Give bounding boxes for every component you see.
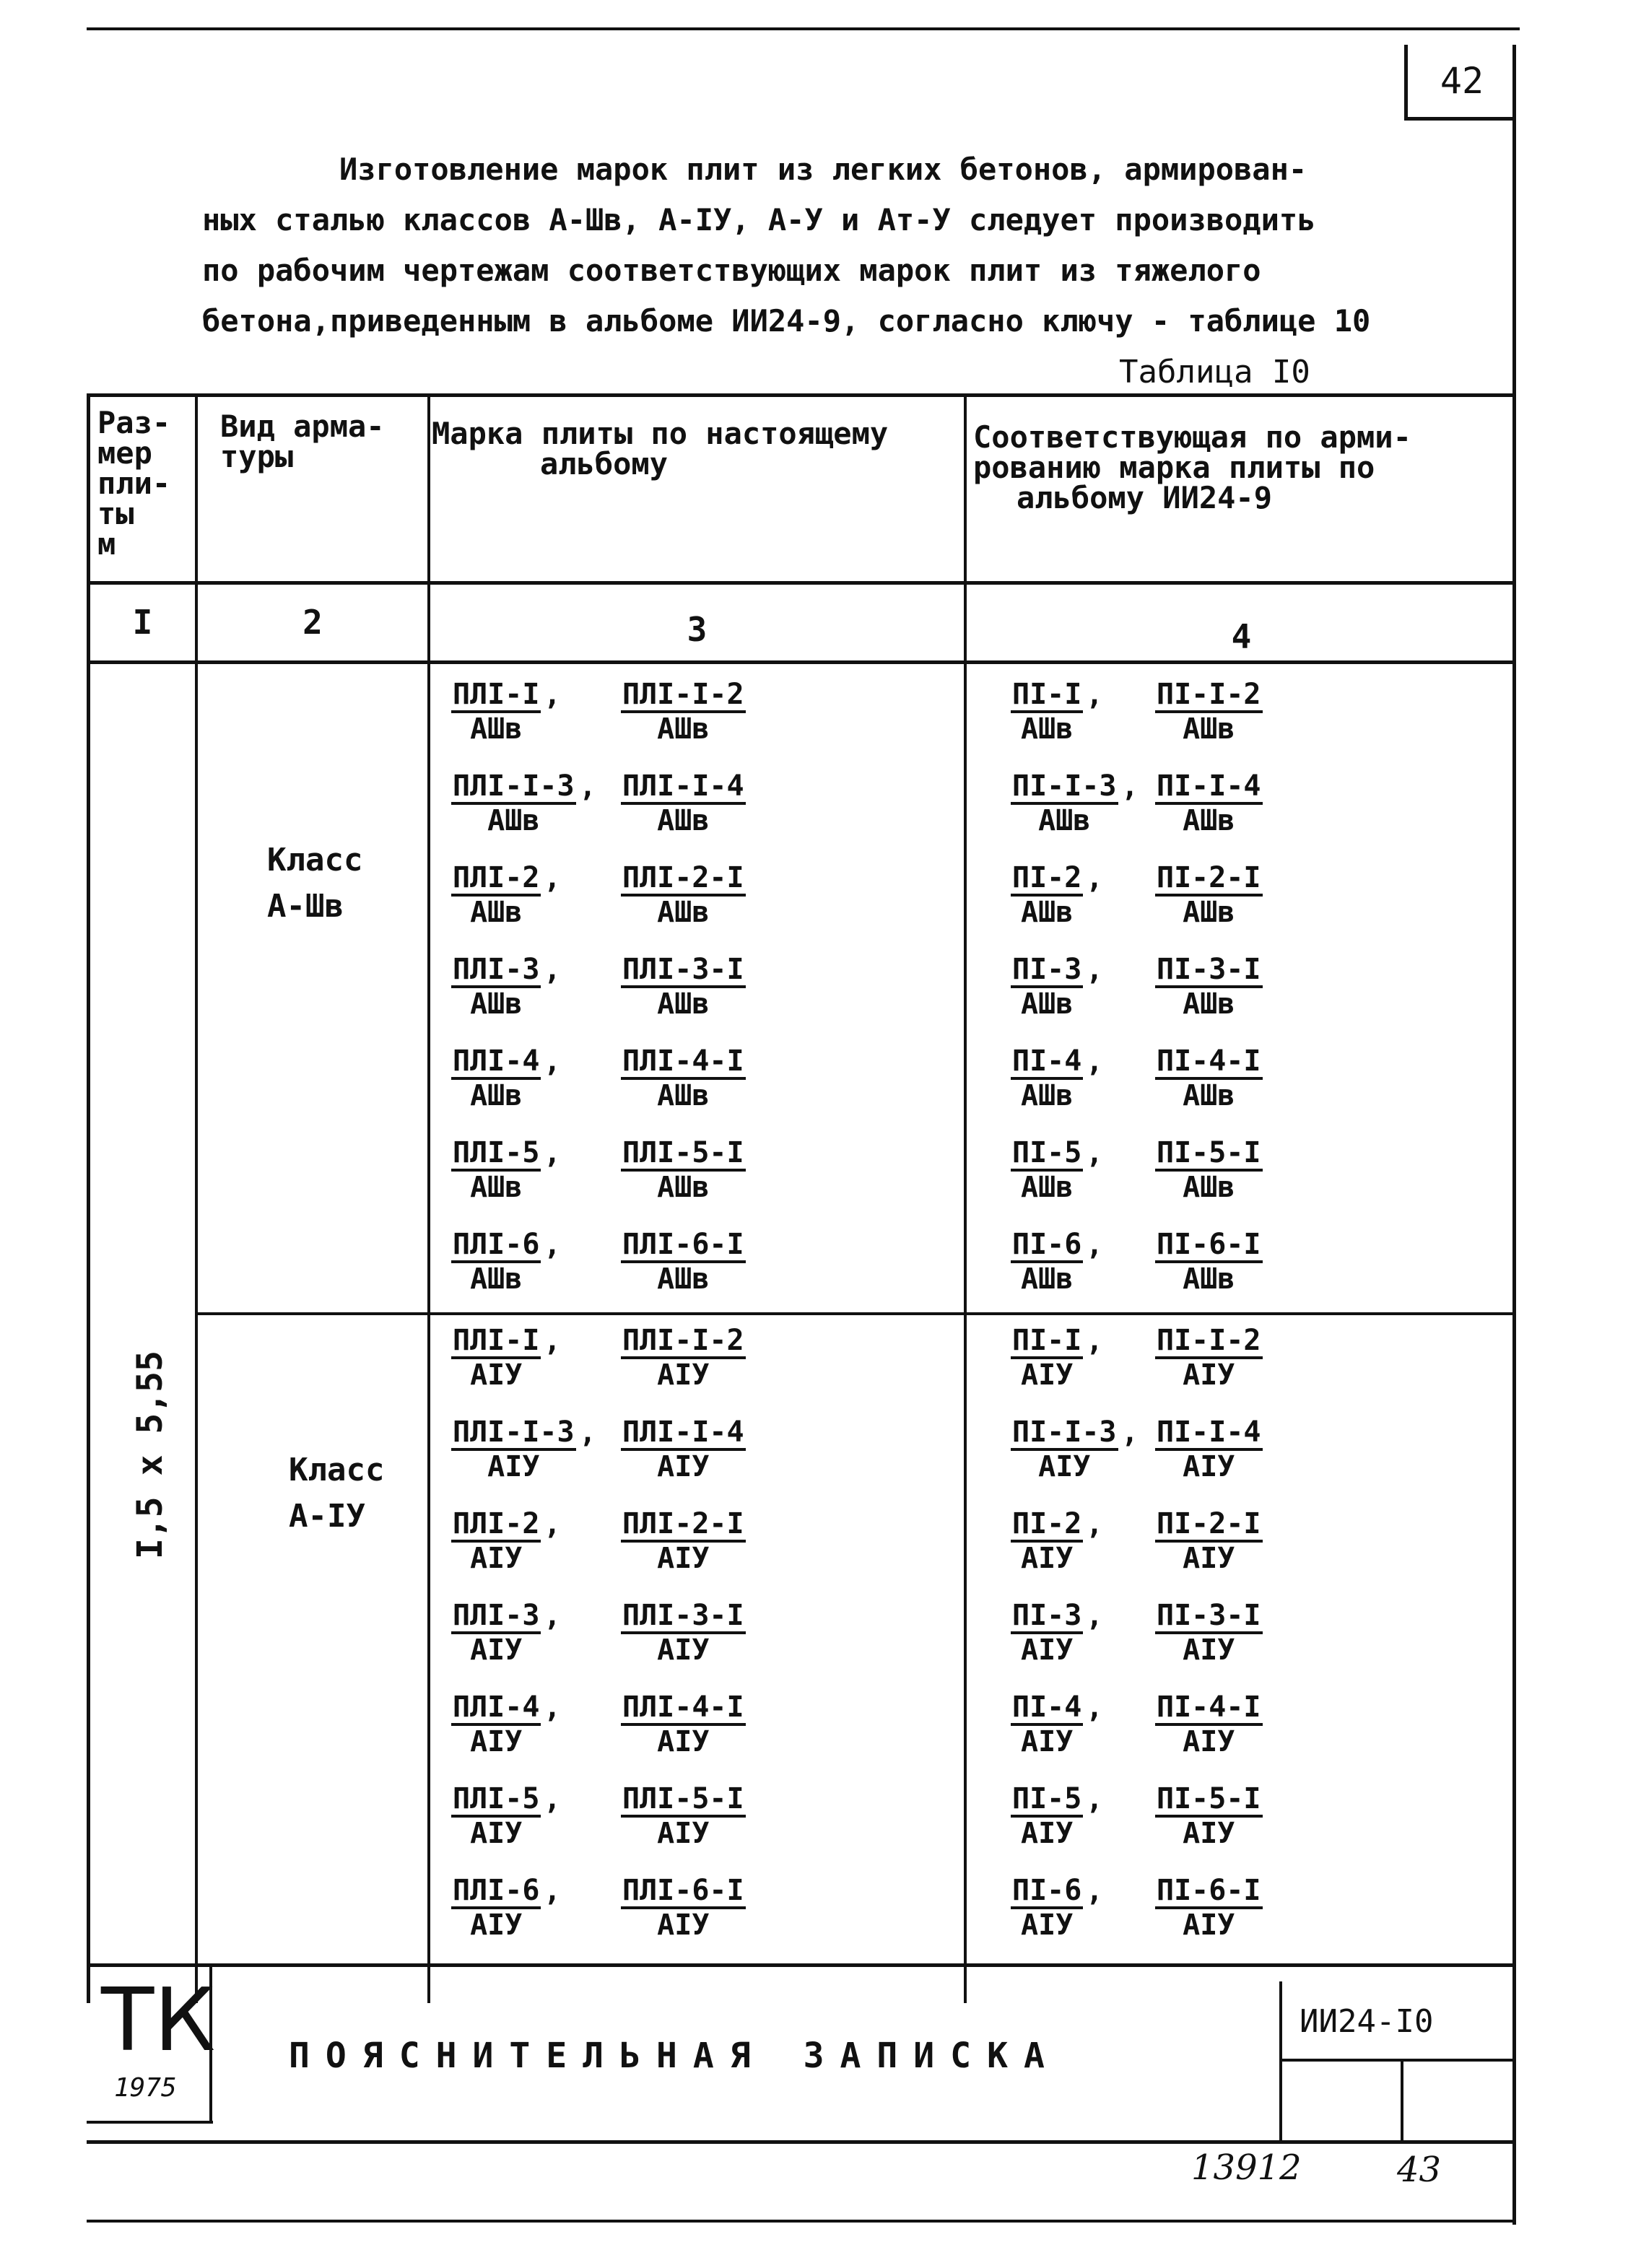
col-number-1: I — [132, 603, 153, 642]
reinforcement-class: АШв — [1183, 1171, 1235, 1204]
plate-size-label: I,5 x 5,55 — [130, 1351, 170, 1559]
reinforcement-class: АIУ — [470, 1909, 523, 1942]
separator-comma: , — [544, 679, 562, 712]
mark-code: ПЛI-3-I — [621, 954, 746, 988]
mark-code: ПI-6 — [1011, 1875, 1083, 1909]
mark-current-album — [621, 1508, 746, 1574]
reinforcement-class: АIУ — [1183, 1450, 1235, 1483]
mark-current-album — [621, 954, 746, 1020]
reinforcement-class: АШв — [1021, 896, 1074, 929]
mark-code: ПЛI-2-I — [621, 1508, 746, 1543]
mark-code: ПI-3 — [1011, 954, 1083, 988]
mark-album-ii24-9 — [1011, 1229, 1083, 1295]
mark-current-album — [621, 1325, 746, 1391]
mark-current-album — [451, 954, 541, 1020]
mark-current-album — [451, 1875, 541, 1941]
footer-number-left: 13912 — [1191, 2147, 1302, 2188]
mark-album-ii24-9 — [1011, 1783, 1083, 1849]
reinforcement-class: АIУ — [1183, 1725, 1235, 1758]
reinforcement-class: АШв — [1183, 896, 1235, 929]
mark-code: ПЛI-4 — [451, 1045, 541, 1080]
mark-album-ii24-9 — [1155, 1416, 1263, 1483]
mark-code: ПЛI-I — [451, 1325, 541, 1359]
mark-code: ПЛI-2 — [451, 862, 541, 897]
reinforcement-class: АIУ — [657, 1542, 710, 1575]
mark-code: ПЛI-6-I — [621, 1875, 746, 1909]
reinforcement-class: АШв — [657, 1079, 710, 1112]
header-col3: Марка плиты по настоящему альбому — [432, 416, 889, 481]
mark-album-ii24-9 — [1155, 1325, 1263, 1391]
mark-code: ПI-5 — [1011, 1783, 1083, 1818]
mark-code: ПI-5-I — [1155, 1137, 1263, 1172]
stamp-year: 1975 — [114, 2073, 177, 2103]
intro-line-2: ных сталью классов А-Шв, А-IУ, А-У и Ат-У следует производить — [202, 202, 1316, 237]
mark-album-ii24-9 — [1155, 1875, 1263, 1941]
reinforcement-class: АIУ — [657, 1909, 710, 1942]
mark-code: ПЛI-5-I — [621, 1137, 746, 1172]
mark-album-ii24-9 — [1011, 862, 1083, 928]
reinforcement-class: АШв — [1021, 712, 1074, 746]
reinforcement-class: АШв — [1021, 987, 1074, 1021]
mark-current-album — [451, 862, 541, 928]
separator-comma: , — [1086, 679, 1104, 712]
separator-comma: , — [1086, 1325, 1104, 1358]
separator-comma: , — [1086, 954, 1104, 987]
separator-comma: , — [544, 1229, 562, 1262]
mark-code: ПI-2 — [1011, 1508, 1083, 1543]
reinforcement-class: АIУ — [657, 1817, 710, 1850]
reinforcement-class: АШв — [657, 712, 710, 746]
right-frame — [1512, 45, 1516, 2225]
reinforcement-class: АIУ — [1183, 1817, 1235, 1850]
mark-album-ii24-9 — [1011, 1045, 1083, 1112]
mark-current-album — [451, 1325, 541, 1391]
mark-code: ПI-2-I — [1155, 1508, 1263, 1543]
mark-code: ПЛI-6 — [451, 1875, 541, 1909]
mark-code: ПI-2-I — [1155, 862, 1263, 897]
reinforcement-class: АIУ — [1183, 1634, 1235, 1667]
reinforcement-class: АШв — [657, 1262, 710, 1296]
reinforcement-class: АIУ — [1021, 1909, 1074, 1942]
mark-code: ПЛI-I-2 — [621, 679, 746, 713]
reinforcement-class: АIУ — [470, 1725, 523, 1758]
mark-code: ПI-I — [1011, 1325, 1083, 1359]
mark-album-ii24-9 — [1155, 1508, 1263, 1574]
separator-comma: , — [1086, 862, 1104, 895]
mark-album-ii24-9 — [1011, 1325, 1083, 1391]
reinforcement-class: АIУ — [470, 1634, 523, 1667]
mark-code: ПЛI-5 — [451, 1783, 541, 1818]
mark-current-album — [451, 1416, 576, 1483]
mark-code: ПЛI-6 — [451, 1229, 541, 1263]
reinforcement-class: АШв — [1021, 1171, 1074, 1204]
mark-current-album — [621, 1137, 746, 1203]
mark-code: ПЛI-3 — [451, 1600, 541, 1634]
intro-line-1: Изготовление марок плит из легких бетонов, армирован- — [339, 152, 1307, 187]
page-number: 42 — [1404, 45, 1516, 121]
mark-code: ПI-5 — [1011, 1137, 1083, 1172]
reinforcement-class: АIУ — [1183, 1358, 1235, 1392]
intro-line-4: бетона,приведенным в альбоме ИИ24-9, согласно ключу - таблице 10 — [202, 303, 1371, 339]
mark-album-ii24-9 — [1011, 1691, 1083, 1758]
mark-album-ii24-9 — [1011, 1875, 1083, 1941]
separator-comma: , — [579, 1416, 597, 1449]
mark-code: ПЛI-4-I — [621, 1045, 746, 1080]
separator-comma: , — [544, 1045, 562, 1078]
reinforcement-class: АШв — [1038, 804, 1091, 837]
mark-code: ПI-6 — [1011, 1229, 1083, 1263]
mark-code: ПI-4 — [1011, 1691, 1083, 1726]
mark-code: ПI-I-3 — [1011, 1416, 1118, 1451]
mark-code: ПЛI-4 — [451, 1691, 541, 1726]
mark-code: ПI-6-I — [1155, 1229, 1263, 1263]
mark-album-ii24-9 — [1155, 1229, 1263, 1295]
reinforcement-class: АШв — [470, 712, 523, 746]
separator-comma: , — [544, 1783, 562, 1816]
separator-comma: , — [544, 1508, 562, 1541]
separator-comma: , — [1086, 1600, 1104, 1633]
reinforcement-class: АIУ — [1038, 1450, 1091, 1483]
mark-current-album — [621, 1045, 746, 1112]
reinforcement-class: АШв — [1183, 987, 1235, 1021]
mark-album-ii24-9 — [1011, 770, 1118, 837]
mark-code: ПЛI-5-I — [621, 1783, 746, 1818]
mark-album-ii24-9 — [1011, 679, 1083, 745]
mark-album-ii24-9 — [1155, 679, 1263, 745]
mark-code: ПI-I-2 — [1155, 1325, 1263, 1359]
mark-current-album — [621, 1783, 746, 1849]
mark-current-album — [621, 1229, 746, 1295]
separator-comma: , — [544, 1600, 562, 1633]
top-rule — [87, 27, 1520, 30]
reinforcement-class: АШв — [470, 1171, 523, 1204]
col-number-2: 2 — [302, 603, 323, 642]
mark-album-ii24-9 — [1011, 1137, 1083, 1203]
col-number-3: 3 — [687, 610, 708, 649]
table-caption: Таблица I0 — [1119, 354, 1310, 391]
mark-album-ii24-9 — [1155, 862, 1263, 928]
mark-code: ПЛI-4-I — [621, 1691, 746, 1726]
reinforcement-class: АШв — [470, 987, 523, 1021]
mark-code: ПЛI-5 — [451, 1137, 541, 1172]
mark-code: ПЛI-2-I — [621, 862, 746, 897]
mark-code: ПЛI-2 — [451, 1508, 541, 1543]
mark-code: ПЛI-I-3 — [451, 770, 576, 805]
separator-comma: , — [1086, 1045, 1104, 1078]
separator-comma: , — [579, 770, 597, 803]
reinforcement-class: АШв — [657, 1171, 710, 1204]
mark-code: ПЛI-I-4 — [621, 770, 746, 805]
reinforcement-class: АIУ — [657, 1358, 710, 1392]
mark-album-ii24-9 — [1155, 954, 1263, 1020]
footer-number-right: 43 — [1397, 2150, 1442, 2190]
mark-code: ПI-4 — [1011, 1045, 1083, 1080]
mark-album-ii24-9 — [1155, 770, 1263, 837]
reinforcement-class: АШв — [470, 1262, 523, 1296]
separator-comma: , — [544, 1875, 562, 1908]
reinforcement-class: АIУ — [657, 1450, 710, 1483]
reinforcement-class: АШв — [1021, 1079, 1074, 1112]
reinforcement-class: АIУ — [1021, 1634, 1074, 1667]
mark-current-album — [451, 770, 576, 837]
reinforcement-class: АШв — [1021, 1262, 1074, 1296]
mark-current-album — [451, 1229, 541, 1295]
separator-comma: , — [1086, 1508, 1104, 1541]
reinforcement-class: АШв — [487, 804, 540, 837]
mark-code: ПI-I-3 — [1011, 770, 1118, 805]
separator-comma: , — [544, 1137, 562, 1170]
mark-code: ПЛI-I-4 — [621, 1416, 746, 1451]
mark-album-ii24-9 — [1155, 1783, 1263, 1849]
mark-code: ПI-3-I — [1155, 954, 1263, 988]
mark-code: ПI-2 — [1011, 862, 1083, 897]
separator-comma: , — [544, 954, 562, 987]
mark-code: ПЛI-I-2 — [621, 1325, 746, 1359]
reinforcement-class: АIУ — [470, 1817, 523, 1850]
reinforcement-class: АШв — [1183, 1262, 1235, 1296]
separator-comma: , — [1086, 1137, 1104, 1170]
mark-current-album — [621, 679, 746, 745]
mark-album-ii24-9 — [1155, 1137, 1263, 1203]
album-code: ИИ24-I0 — [1300, 2003, 1434, 2040]
mark-code: ПI-I — [1011, 679, 1083, 713]
reinforcement-class: АIУ — [470, 1542, 523, 1575]
separator-comma: , — [544, 862, 562, 895]
mark-current-album — [451, 1508, 541, 1574]
reinforcement-class: АIУ — [1021, 1542, 1074, 1575]
reinforcement-class: АIУ — [1183, 1909, 1235, 1942]
separator-comma: , — [544, 1325, 562, 1358]
reinforcement-class: АШв — [1183, 1079, 1235, 1112]
mark-album-ii24-9 — [1155, 1045, 1263, 1112]
col-number-4: 4 — [1231, 617, 1252, 656]
class-label-ashv: Класс А-Шв — [267, 842, 363, 925]
mark-album-ii24-9 — [1155, 1600, 1263, 1666]
mark-current-album — [451, 1137, 541, 1203]
reinforcement-class: АШв — [657, 804, 710, 837]
separator-comma: , — [1086, 1691, 1104, 1724]
mark-code: ПI-3-I — [1155, 1600, 1263, 1634]
reinforcement-class: АШв — [470, 1079, 523, 1112]
mark-current-album — [621, 862, 746, 928]
mark-current-album — [451, 679, 541, 745]
reinforcement-class: АIУ — [657, 1634, 710, 1667]
separator-comma: , — [1086, 1875, 1104, 1908]
mark-album-ii24-9 — [1155, 1691, 1263, 1758]
intro-paragraph — [202, 144, 1523, 346]
reinforcement-class: АIУ — [657, 1725, 710, 1758]
reinforcement-class: АШв — [1183, 712, 1235, 746]
mark-current-album — [451, 1600, 541, 1666]
header-col4: Соответствующая по арми- рованию марка плиты по альбому ИИ24-9 — [973, 419, 1411, 515]
mark-current-album — [621, 1416, 746, 1483]
separator-comma: , — [1121, 770, 1139, 803]
separator-comma: , — [1121, 1416, 1139, 1449]
mark-code: ПI-4-I — [1155, 1691, 1263, 1726]
class-label-aiu: Класс А-IУ — [289, 1452, 385, 1535]
reinforcement-class: АIУ — [1021, 1725, 1074, 1758]
header-col1: Раз- мер пли- ты м — [97, 405, 171, 562]
mark-album-ii24-9 — [1011, 954, 1083, 1020]
mark-album-ii24-9 — [1011, 1600, 1083, 1666]
header-col2: Вид арма- туры — [220, 409, 385, 474]
mark-code: ПЛI-6-I — [621, 1229, 746, 1263]
mark-code: ПЛI-3 — [451, 954, 541, 988]
separator-comma: , — [544, 1691, 562, 1724]
reinforcement-class: АШв — [657, 987, 710, 1021]
reinforcement-class: АIУ — [1183, 1542, 1235, 1575]
separator-comma: , — [1086, 1783, 1104, 1816]
mark-code: ПЛI-I — [451, 679, 541, 713]
mark-code: ПЛI-3-I — [621, 1600, 746, 1634]
reinforcement-class: АIУ — [1021, 1358, 1074, 1392]
mark-code: ПI-6-I — [1155, 1875, 1263, 1909]
reinforcement-class: АШв — [1183, 804, 1235, 837]
mark-code: ПI-I-4 — [1155, 770, 1263, 805]
mark-code: ПЛI-I-3 — [451, 1416, 576, 1451]
mark-current-album — [451, 1691, 541, 1758]
mark-current-album — [451, 1783, 541, 1849]
reinforcement-class: АШв — [657, 896, 710, 929]
reinforcement-class: АIУ — [487, 1450, 540, 1483]
mark-current-album — [621, 770, 746, 837]
intro-line-3: по рабочим чертежам соответствующих марок плит из тяжелого — [202, 253, 1261, 288]
mark-current-album — [621, 1875, 746, 1941]
mark-code: ПI-I-4 — [1155, 1416, 1263, 1451]
reinforcement-class: АIУ — [1021, 1817, 1074, 1850]
mark-current-album — [451, 1045, 541, 1112]
document-title: ПОЯСНИТЕЛЬНАЯ ЗАПИСКА — [289, 2036, 1061, 2076]
mark-album-ii24-9 — [1011, 1508, 1083, 1574]
separator-comma: , — [1086, 1229, 1104, 1262]
mark-album-ii24-9 — [1011, 1416, 1118, 1483]
mark-code: ПI-4-I — [1155, 1045, 1263, 1080]
reinforcement-class: АIУ — [470, 1358, 523, 1392]
reinforcement-class: АШв — [470, 896, 523, 929]
tk-logo: ТК — [101, 1971, 216, 2071]
mark-code: ПI-5-I — [1155, 1783, 1263, 1818]
mark-current-album — [621, 1691, 746, 1758]
mark-current-album — [621, 1600, 746, 1666]
mark-code: ПI-I-2 — [1155, 679, 1263, 713]
mark-code: ПI-3 — [1011, 1600, 1083, 1634]
